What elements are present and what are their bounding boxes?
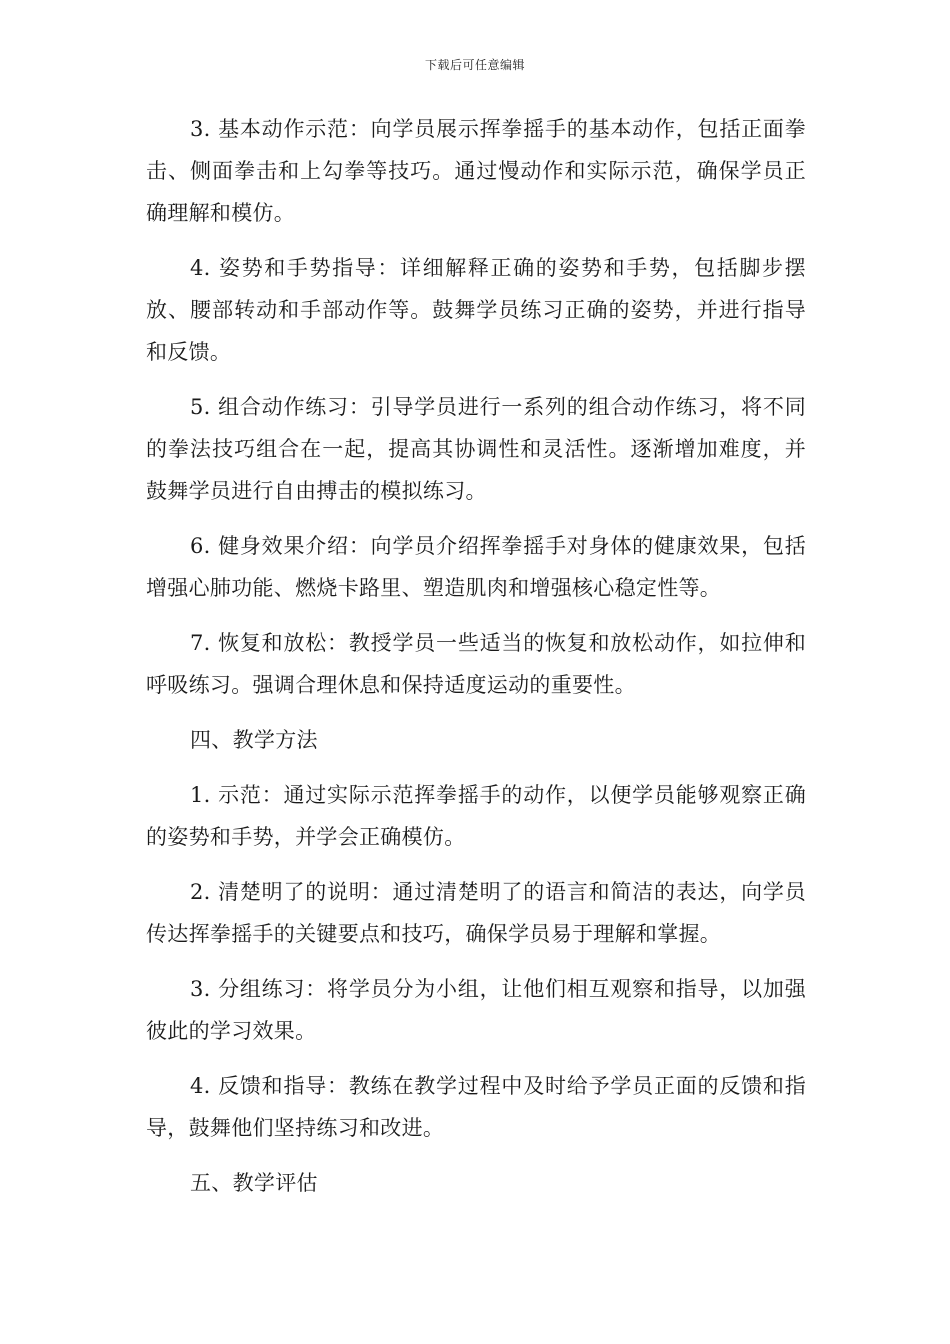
document-body <box>146 108 806 1217</box>
paragraph-method-2: 2. 清楚明了的说明：通过清楚明了的语言和简洁的表达，向学员传达挥拳摇手的关键要点和技巧，确保学员易于理解和掌握。 <box>146 880 806 946</box>
paragraph-method-4: 4. 反馈和指导：教练在教学过程中及时给予学员正面的反馈和指导，鼓舞他们坚持练习和改进。 <box>146 1074 806 1140</box>
paragraph-item-7-recovery: 7. 恢复和放松：教授学员一些适当的恢复和放松动作，如拉伸和呼吸练习。强调合理休息和保持适度运动的重要性。 <box>146 631 806 697</box>
paragraph-method-3: 3. 分组练习：将学员分为小组，让他们相互观察和指导，以加强彼此的学习效果。 <box>146 977 806 1043</box>
page-header: 下载后可任意编辑 <box>424 58 525 72</box>
paragraph-item-5-combo: 5. 组合动作练习：引导学员进行一系列的组合动作练习，将不同的拳法技巧组合在一起，提高其协调性和灵活性。逐渐增加难度，并鼓舞学员进行自由搏击的模拟练习。 <box>146 395 806 503</box>
paragraph-item-4-posture: 4. 姿势和手势指导：详细解释正确的姿势和手势，包括脚步摆放、腰部转动和手部动作等。鼓舞学员练习正确的姿势，并进行指导和反馈。 <box>146 256 806 364</box>
paragraph-item-6-fitness: 6. 健身效果介绍：向学员介绍挥拳摇手对身体的健康效果，包括增强心肺功能、燃烧卡路里、塑造肌肉和增强核心稳定性等。 <box>146 534 806 600</box>
paragraph-item-3-demo: 3. 基本动作示范：向学员展示挥拳摇手的基本动作，包括正面拳击、侧面拳击和上勾拳等技巧。通过慢动作和实际示范，确保学员正确理解和模仿。 <box>146 117 806 225</box>
section-heading-teaching-methods: 四、教学方法 <box>190 728 318 752</box>
section-heading-teaching-evaluation: 五、教学评估 <box>190 1171 318 1195</box>
paragraph-method-1: 1. 示范：通过实际示范挥拳摇手的动作，以便学员能够观察正确的姿势和手势，并学会正确模仿。 <box>146 783 806 849</box>
